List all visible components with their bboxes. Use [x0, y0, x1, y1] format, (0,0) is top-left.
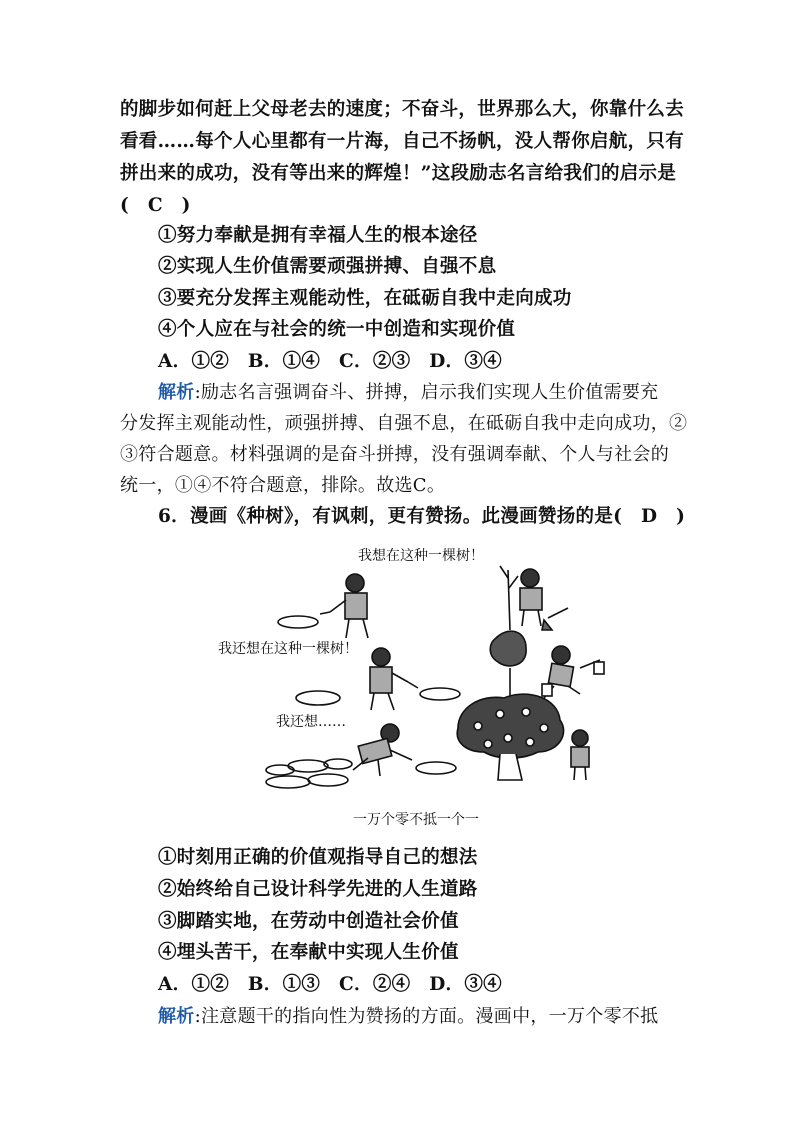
q5-answer: ( C ) [120, 195, 191, 216]
q5-explanation-line-1: 解析:励志名言强调奋斗、拼搏，启示我们实现人生价值需要充 [158, 382, 659, 403]
speech-bubble-1: 我想在这种一棵树！ [358, 548, 484, 564]
explanation-label: 解析 [158, 382, 195, 403]
cartoon-drawing [266, 566, 604, 788]
q5-explanation-line-3: ③符合题意。材料强调的是奋斗拼搏，没有强调奉献、个人与社会的 [120, 444, 669, 465]
q6-option-3: ③脚踏实地，在劳动中创造社会价值 [158, 911, 459, 932]
q6-stem: 6．漫画《种树》，有讽刺，更有赞扬。此漫画赞扬的是( D ) [158, 506, 686, 527]
q5-stem-line-1: 的脚步如何赶上父母老去的速度；不奋斗，世界那么大，你靠什么去 [120, 99, 685, 120]
q5-stem-line-2: 看看……每个人心里都有一片海，自己不扬帆，没人帮你启航，只有 [120, 131, 685, 152]
speech-bubble-2: 我还想在这种一棵树！ [218, 641, 358, 657]
q5-explanation-line-4: 统一，①④不符合题意，排除。故选C。 [120, 475, 446, 496]
q5-option-4: ④个人应在与社会的统一中创造和实现价值 [158, 319, 516, 340]
q6-choices: A．①② B．①③ C．②④ D．③④ [158, 974, 502, 995]
q5-stem-line-3: 拼出来的成功，没有等出来的辉煌！”这段励志名言给我们的启示是 [120, 163, 677, 184]
cartoon-planting-trees [208, 538, 608, 838]
q6-option-4: ④埋头苦干，在奉献中实现人生价值 [158, 942, 459, 963]
speech-bubble-3: 我还想…… [276, 714, 346, 730]
cartoon-caption: 一万个零不抵一个一 [353, 812, 479, 828]
q6-option-1: ①时刻用正确的价值观指导自己的想法 [158, 847, 478, 868]
q5-explanation-line-2: 分发挥主观能动性，顽强拼搏、自强不息，在砥砺自我中走向成功，② [120, 413, 688, 434]
q5-option-3: ③要充分发挥主观能动性，在砥砺自我中走向成功 [158, 288, 572, 309]
q5-option-2: ②实现人生价值需要顽强拼搏、自强不息 [158, 256, 497, 277]
q5-option-1: ①努力奉献是拥有幸福人生的根本途径 [158, 225, 478, 246]
explanation-label: 解析 [158, 1006, 195, 1027]
q6-explanation-line-1: 解析:注意题干的指向性为赞扬的方面。漫画中，一万个零不抵 [158, 1006, 659, 1027]
q6-option-2: ②始终给自己设计科学先进的人生道路 [158, 879, 478, 900]
q5-choices: A．①② B．①④ C．②③ D．③④ [158, 351, 502, 372]
